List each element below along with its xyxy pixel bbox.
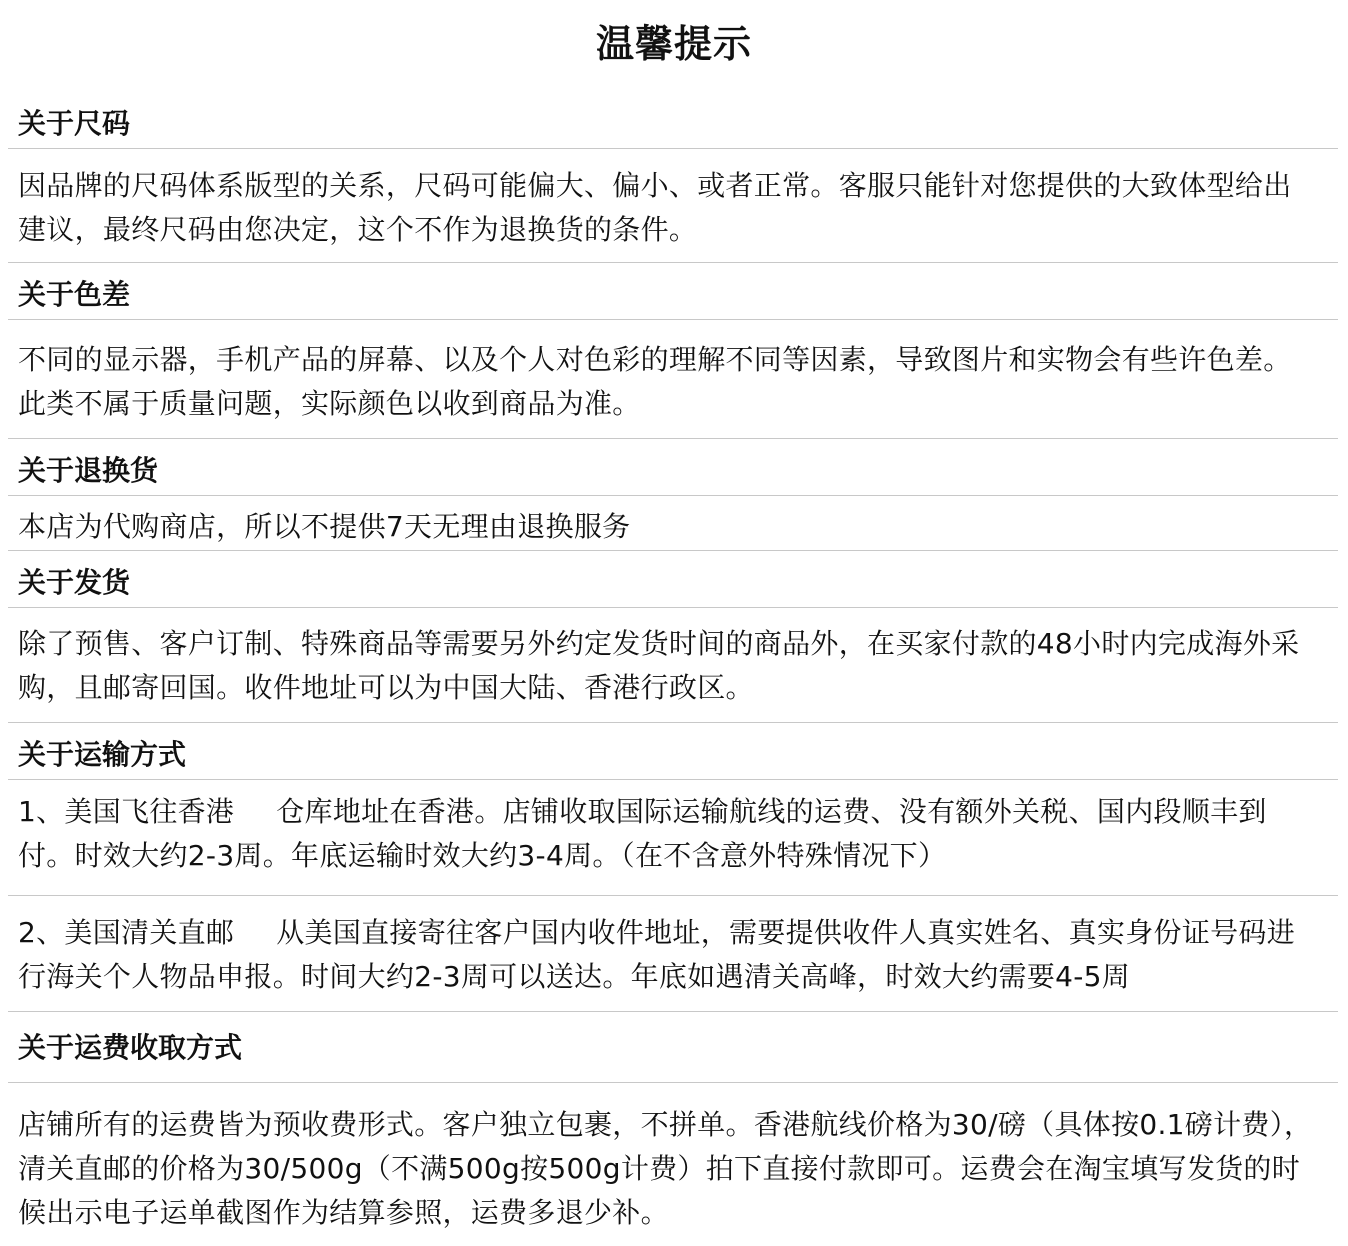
section-heading-size: 关于尺码 — [18, 107, 131, 140]
transport-option-hk — [18, 790, 1313, 878]
divider — [8, 1011, 1338, 1012]
divider — [8, 495, 1338, 496]
divider — [8, 262, 1338, 263]
transport-option-text: 仓库地址在香港。店铺收取国际运输航线的运费、没有额外关税、国内段顺丰到付。时效大约2-3周。年底运输时效大约3-4周。（在不含意外特殊情况下） — [18, 795, 1267, 872]
transport-option-text: 从美国直接寄往客户国内收件地址，需要提供收件人真实姓名、真实身份证号码进行海关个人物品申报。时间大约2-3周可以送达。年底如遇清关高峰，时效大约需要4-5周 — [18, 916, 1296, 993]
transport-option-label: 2、美国清关直邮 — [18, 916, 235, 949]
section-body-returns: 本店为代购商店，所以不提供7天无理由退换服务 — [18, 510, 631, 543]
section-heading-shipping: 关于发货 — [18, 566, 131, 599]
divider — [8, 895, 1338, 896]
transport-option-label: 1、美国飞往香港 — [18, 795, 235, 828]
section-heading-fees: 关于运费收取方式 — [18, 1031, 243, 1064]
divider — [8, 319, 1338, 320]
page-title: 温馨提示 — [595, 22, 752, 66]
section-body-size: 因品牌的尺码体系版型的关系，尺码可能偏大、偏小、或者正常。客服只能针对您提供的大致体型给出建议，最终尺码由您决定，这个不作为退换货的条件。 — [18, 169, 1292, 246]
section-body-shipping: 除了预售、客户订制、特殊商品等需要另外约定发货时间的商品外，在买家付款的48小时内完成海外采购，且邮寄回国。收件地址可以为中国大陆、香港行政区。 — [18, 627, 1300, 704]
divider — [8, 550, 1338, 551]
divider — [8, 148, 1338, 149]
section-heading-color: 关于色差 — [18, 278, 131, 311]
transport-option-direct — [18, 911, 1313, 999]
section-heading-returns: 关于退换货 — [18, 454, 159, 487]
section-body-fees: 店铺所有的运费皆为预收费形式。客户独立包裹，不拼单。香港航线价格为30/磅（具体按0.1磅计费），清关直邮的价格为30/500g（不满500g按500g计费）拍下直接付款即可。运费会在淘宝填写发货的时候出示电子运单截图作为结算参照，运费多退少补。 — [18, 1108, 1313, 1229]
divider — [8, 722, 1338, 723]
section-body-color: 不同的显示器，手机产品的屏幕、以及个人对色彩的理解不同等因素，导致图片和实物会有些许色差。此类不属于质量问题，实际颜色以收到商品为准。 — [18, 343, 1292, 420]
divider — [8, 438, 1338, 439]
divider — [8, 1082, 1338, 1083]
divider — [8, 779, 1338, 780]
section-heading-transport: 关于运输方式 — [18, 738, 187, 771]
divider — [8, 607, 1338, 608]
